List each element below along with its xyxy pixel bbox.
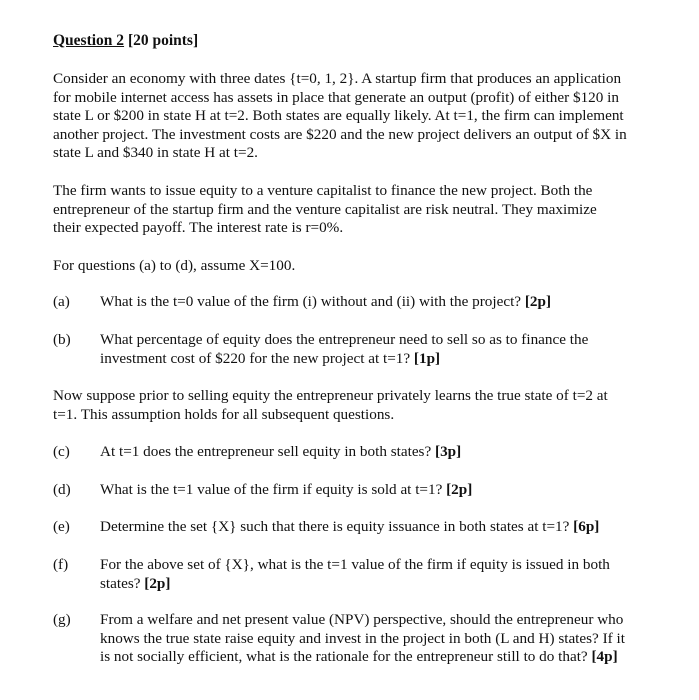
question-points: [2p]: [446, 481, 473, 498]
question-line: What is the t=1 value of the firm if equity is sold at t=1?: [100, 481, 443, 498]
question-text: [100, 611, 675, 667]
intro-line: Consider an economy with three dates {t=0, 1, 2}. A startup firm that produces an application: [53, 70, 622, 87]
question-points: [6p]: [573, 518, 600, 535]
question-label: (f): [53, 556, 69, 573]
question-label: (d): [53, 481, 71, 498]
intro-line: state L or $200 in state H at t=2. Both states are equally likely. At t=1, the firm can implement: [53, 107, 624, 124]
transition-line: Now suppose prior to selling equity the entrepreneur privately learns the true state of t=2 at: [53, 387, 608, 404]
intro-line: another project. The investment costs are $220 and the new project delivers an output of $X in: [53, 125, 627, 143]
question-title: Question 2: [53, 32, 125, 49]
question-points: [3p]: [435, 443, 462, 460]
question-text: [100, 443, 675, 462]
question-points: [20 points]: [127, 32, 199, 49]
question-line: Determine the set {X} such that there is equity issuance in both states at t=1?: [100, 518, 570, 535]
question-text: [100, 331, 675, 368]
intro-line: state L and $340 in state H at t=2.: [53, 144, 258, 161]
question-text: [100, 518, 675, 537]
intro-line: for mobile internet access has assets in place that generate an output (profit) of either $120 in: [53, 88, 619, 106]
question-points: [4p]: [591, 648, 618, 665]
question-points: [2p]: [524, 293, 551, 310]
question-points: [1p]: [413, 349, 441, 367]
question-line: For the above set of {X}, what is the t=1 value of the firm if equity is issued in both: [100, 556, 610, 573]
setup-paragraph: [53, 182, 673, 238]
question-points: [2p]: [144, 574, 171, 592]
question-line: states?: [100, 574, 141, 592]
question-text: [100, 556, 675, 593]
setup-line: The firm wants to issue equity to a venture capitalist to finance the new project. Both the: [53, 182, 593, 199]
question-line: At t=1 does the entrepreneur sell equity in both states?: [100, 443, 432, 460]
question-line: is not socially efficient, what is the rationale for the entrepreneur still to do that?: [100, 648, 588, 665]
question-label: (a): [53, 293, 70, 310]
question-label: (e): [53, 518, 70, 535]
question-heading: [53, 32, 198, 51]
question-text: [100, 293, 675, 312]
question-label: (g): [53, 611, 71, 628]
question-text: [100, 481, 675, 500]
transition-paragraph: [53, 387, 673, 424]
question-line: investment cost of $220 for the new project at t=1?: [100, 349, 411, 367]
question-line: What is the t=0 value of the firm (i) without and (ii) with the project?: [100, 293, 522, 310]
assumption-text: For questions (a) to (d), assume X=100.: [53, 257, 296, 274]
assumption-paragraph: [53, 257, 673, 276]
question-line: What percentage of equity does the entrepreneur need to sell so as to finance the: [100, 331, 589, 348]
transition-line: t=1. This assumption holds for all subsequent questions.: [53, 405, 395, 423]
question-line: From a welfare and net present value (NPV) perspective, should the entrepreneur who: [100, 611, 624, 628]
setup-line: entrepreneur of the startup firm and the venture capitalist are risk neutral. They maximize: [53, 200, 597, 218]
question-line: knows the true state raise equity and invest in the project in both (L and H) states? If it: [100, 629, 625, 647]
intro-paragraph: [53, 70, 673, 163]
question-label: (c): [53, 443, 70, 460]
question-label: (b): [53, 331, 71, 348]
setup-line: their expected payoff. The interest rate is r=0%.: [53, 219, 344, 236]
